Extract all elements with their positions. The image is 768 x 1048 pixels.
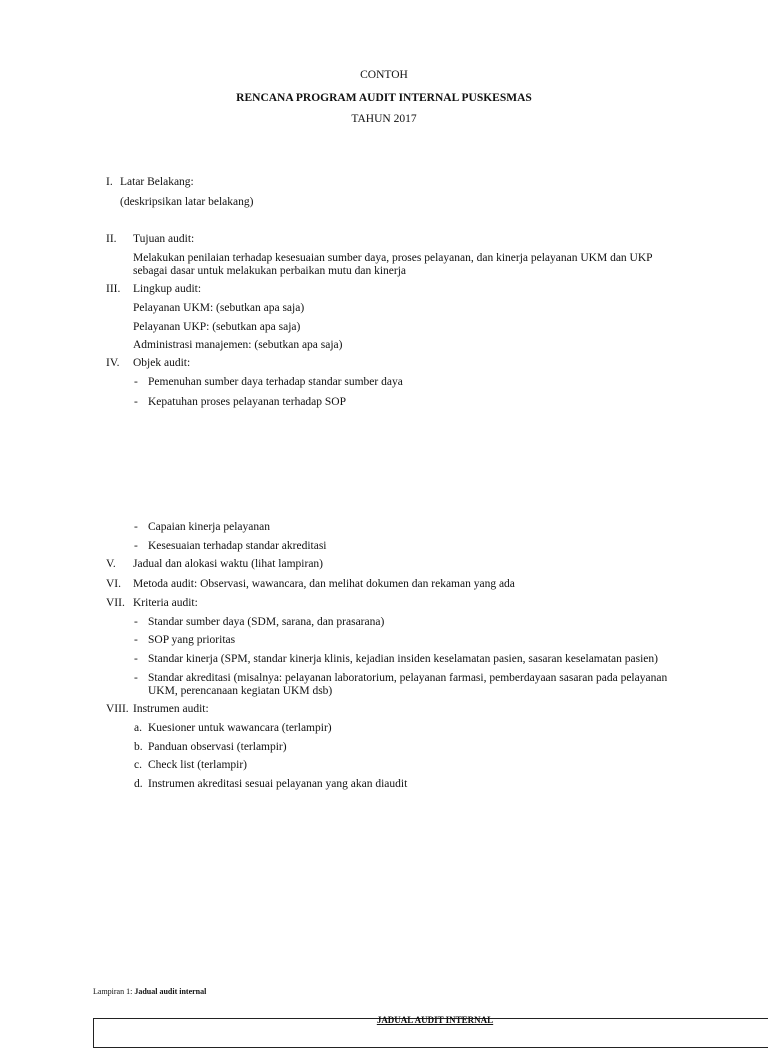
- bullet-dash: -: [134, 396, 138, 408]
- section-2-body-line1: Melakukan penilaian terhadap kesesuaian sumber daya, proses pelayanan, dan kinerja pelayanan UKM dan UKP: [133, 252, 653, 264]
- section-6-number: VI.: [106, 578, 122, 590]
- section-8-item: Check list (terlampir): [148, 759, 247, 771]
- section-8-item: Kuesioner untuk wawancara (terlampir): [148, 722, 332, 734]
- lampiran-prefix: Lampiran 1:: [93, 987, 133, 996]
- section-5-title: Jadual dan alokasi waktu (lihat lampiran): [133, 558, 324, 570]
- section-8-title: Instrumen audit:: [133, 703, 209, 715]
- section-4-item: Kesesuaian terhadap standar akreditasi: [148, 540, 327, 552]
- section-3-item: Pelayanan UKP: (sebutkan apa saja): [133, 321, 301, 333]
- list-letter: d.: [134, 778, 143, 790]
- bullet-dash: -: [134, 616, 138, 628]
- section-7-title: Kriteria audit:: [133, 597, 198, 609]
- bullet-dash: -: [134, 540, 138, 552]
- schedule-table-title: JADUAL AUDIT INTERNAL: [376, 1015, 494, 1025]
- list-letter: a.: [134, 722, 142, 734]
- bullet-dash: -: [134, 653, 138, 665]
- lampiran-title: Jadual audit internal: [134, 987, 207, 996]
- section-1-number: I.: [106, 176, 113, 188]
- section-3-item: Administrasi manajemen: (sebutkan apa saja): [133, 339, 343, 351]
- section-7-item-continued: UKM, perencanaan kegiatan UKM dsb): [148, 685, 333, 697]
- section-8-item: Instrumen akreditasi sesuai pelayanan yang akan diaudit: [148, 778, 408, 790]
- bullet-dash: -: [134, 376, 138, 388]
- section-4-item: Capaian kinerja pelayanan: [148, 521, 270, 533]
- section-3-title: Lingkup audit:: [133, 283, 202, 295]
- section-4-item: Kepatuhan proses pelayanan terhadap SOP: [148, 396, 346, 408]
- doc-year: TAHUN 2017: [351, 113, 417, 125]
- schedule-table: [93, 1015, 768, 1048]
- section-4-title: Objek audit:: [133, 357, 191, 369]
- list-letter: b.: [134, 741, 143, 753]
- section-2-title: Tujuan audit:: [133, 233, 195, 245]
- bullet-dash: -: [134, 634, 138, 646]
- section-7-item: Standar akreditasi (misalnya: pelayanan laboratorium, pelayanan farmasi, pemberdayaan sasaran pada pelayanan: [148, 672, 668, 684]
- section-2-number: II.: [106, 233, 117, 245]
- section-1-title: Latar Belakang:: [120, 176, 194, 188]
- section-4-item: Pemenuhan sumber daya terhadap standar sumber daya: [148, 376, 403, 388]
- doc-title: RENCANA PROGRAM AUDIT INTERNAL PUSKESMAS: [236, 92, 532, 104]
- section-7-item: Standar sumber daya (SDM, sarana, dan prasarana): [148, 616, 385, 628]
- section-8-number: VIII.: [106, 703, 129, 715]
- section-6-title: Metoda audit: Observasi, wawancara, dan melihat dokumen dan rekaman yang ada: [133, 578, 515, 590]
- section-7-item: Standar kinerja (SPM, standar kinerja klinis, kejadian insiden keselamatan pasien, sasaran keselamatan pasien): [148, 653, 658, 665]
- list-letter: c.: [134, 759, 142, 771]
- section-3-number: III.: [106, 283, 121, 295]
- section-5-number: V.: [106, 558, 116, 570]
- bullet-dash: -: [134, 672, 138, 684]
- section-7-item: SOP yang prioritas: [148, 634, 236, 646]
- section-2-body-line2: sebagai dasar untuk melakukan perbaikan mutu dan kinerja: [133, 265, 407, 277]
- section-7-number: VII.: [106, 597, 125, 609]
- section-1-body: (deskripsikan latar belakang): [120, 196, 254, 208]
- doc-header-contoh: CONTOH: [360, 69, 408, 81]
- section-4-number: IV.: [106, 357, 120, 369]
- section-8-item: Panduan observasi (terlampir): [148, 741, 287, 753]
- bullet-dash: -: [134, 521, 138, 533]
- lampiran-label: [93, 987, 206, 996]
- section-3-item: Pelayanan UKM: (sebutkan apa saja): [133, 302, 305, 314]
